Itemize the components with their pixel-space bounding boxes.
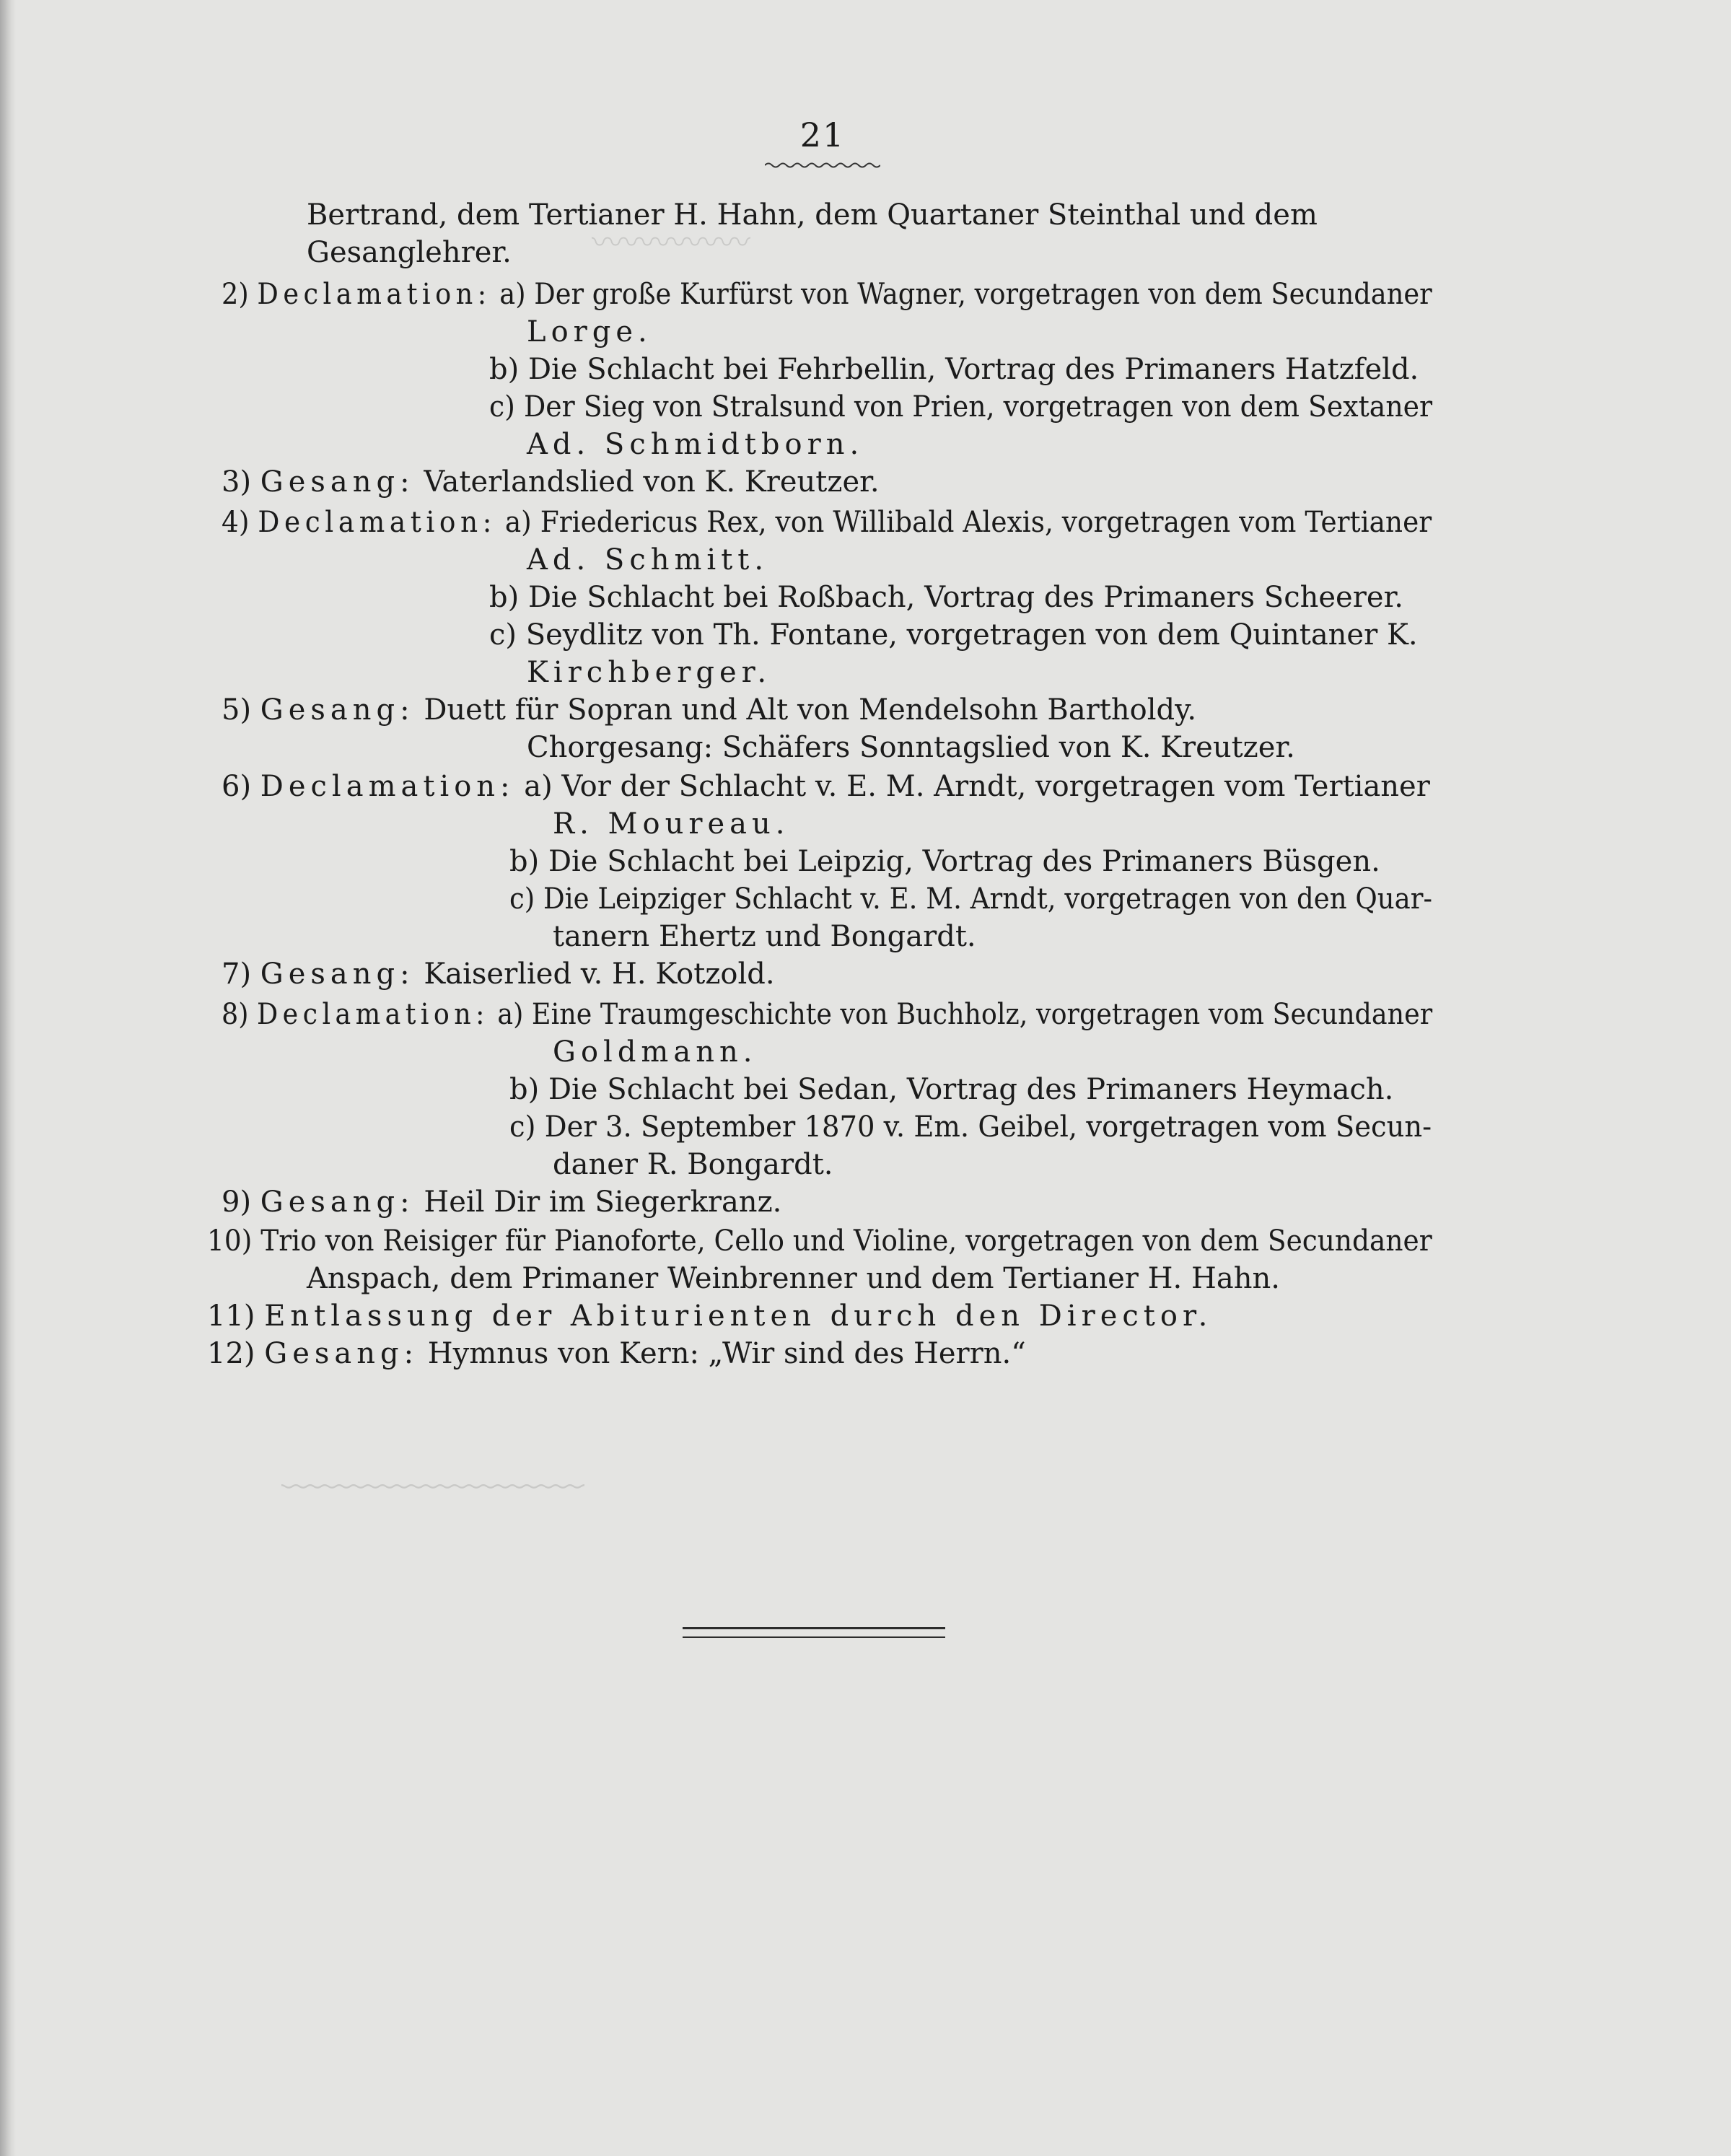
line-text: Friedericus Rex, von Willibald Alexis, vorgetragen vom Tertianer	[540, 506, 1432, 539]
text-line	[527, 729, 1295, 766]
text-line	[553, 918, 976, 955]
line-text: Die Schlacht bei Fehrbellin, Vortrag des Primaners Hatzfeld.	[527, 353, 1419, 386]
line-text: daner R. Bongardt.	[553, 1148, 833, 1181]
line-text: Vaterlandslied von K. Kreutzer.	[424, 465, 880, 499]
program-item	[222, 691, 1196, 729]
text-line	[553, 805, 789, 843]
line-text: Trio von Reisiger für Pianoforte, Cello und Violine, vorgetragen von dem Secundaner	[260, 1224, 1432, 1258]
text-line	[509, 1071, 1393, 1108]
line-text: Hymnus von Kern: „Wir sind des Herrn.“	[427, 1337, 1026, 1370]
item-label: Gesang:	[260, 465, 415, 499]
text-line	[307, 234, 512, 271]
line-text: Vor der Schlacht v. E. M. Arndt, vorgetragen vom Tertianer	[561, 770, 1430, 803]
line-text: Die Schlacht bei Leipzig, Vortrag des Primaners Büsgen.	[548, 845, 1380, 878]
program-item	[207, 1222, 1432, 1260]
text-line	[307, 196, 1318, 234]
program-item	[207, 1297, 1212, 1335]
text-line	[509, 843, 1380, 880]
text-line	[489, 579, 1403, 616]
text-line	[527, 541, 768, 579]
line-text: Die Schlacht bei Sedan, Vortrag des Primaners Heymach.	[548, 1073, 1394, 1106]
item-label: Declamation:	[258, 506, 496, 539]
item-sub: c)	[489, 390, 515, 424]
item-sub: b)	[489, 353, 520, 386]
program-item	[222, 996, 1432, 1033]
item-label: Gesang:	[260, 1186, 415, 1219]
item-label: Gesang:	[264, 1337, 419, 1370]
item-sub: b)	[509, 845, 540, 878]
line-text: Der große Kurfürst von Wagner, vorgetragen von dem Secundaner	[534, 278, 1432, 311]
item-label: Declamation:	[257, 998, 489, 1031]
program-item	[207, 1335, 1026, 1372]
text-line	[489, 388, 1432, 426]
line-text: Kirchberger.	[527, 656, 772, 689]
line-text: Die Schlacht bei Roßbach, Vortrag des Primaners Scheerer.	[527, 581, 1403, 614]
item-sub: b)	[489, 581, 520, 614]
item-number: 5)	[222, 693, 252, 727]
text-line	[489, 616, 1418, 654]
item-sub: c)	[509, 1110, 536, 1144]
item-sub: a)	[504, 506, 532, 539]
page-number: 21	[799, 115, 846, 154]
program-item	[222, 1183, 781, 1221]
line-text: Gesanglehrer.	[307, 236, 512, 269]
line-text: Kaiserlied v. H. Kotzold.	[424, 958, 775, 991]
program-item	[222, 955, 775, 993]
line-text: Die Leipziger Schlacht v. E. M. Arndt, vorgetragen von den Quar-	[543, 882, 1433, 916]
text-line	[553, 1146, 833, 1183]
item-number: 7)	[222, 958, 252, 991]
page-number-ornament	[765, 160, 880, 170]
line-text: R. Moureau.	[553, 807, 790, 841]
line-text: Ad. Schmitt.	[527, 543, 769, 577]
item-number: 6)	[222, 770, 252, 803]
item-label: Declamation:	[257, 278, 491, 311]
item-label: Gesang:	[260, 958, 415, 991]
item-number: 3)	[222, 465, 252, 499]
text-line	[307, 1260, 1280, 1297]
item-sub: c)	[509, 882, 535, 916]
program-item	[222, 768, 1430, 805]
item-sub: a)	[497, 998, 524, 1031]
text-line	[553, 1033, 757, 1071]
item-label: Declamation:	[260, 770, 515, 803]
text-line	[489, 351, 1419, 388]
line-text: Heil Dir im Siegerkranz.	[424, 1186, 782, 1219]
line-text: Der Sieg von Stralsund von Prien, vorgetragen von dem Sextaner	[523, 390, 1433, 424]
bleed-through: 〰〰〰〰〰	[592, 224, 750, 261]
item-number: 12)	[207, 1337, 255, 1370]
line-text: Anspach, dem Primaner Weinbrenner und dem Tertianer H. Hahn.	[307, 1262, 1280, 1295]
bleed-through: ﹏﹏﹏﹏﹏﹏﹏	[281, 1445, 584, 1496]
text-line	[527, 654, 771, 691]
line-text: Der 3. September 1870 v. Em. Geibel, vorgetragen vom Secun-	[544, 1110, 1432, 1144]
line-text: Goldmann.	[553, 1035, 758, 1069]
item-number: 4)	[222, 506, 250, 539]
text-line	[527, 426, 864, 463]
item-number: 8)	[222, 998, 249, 1031]
text-line	[527, 313, 652, 351]
text-line	[509, 1108, 1432, 1146]
item-number: 9)	[222, 1186, 252, 1219]
line-text: tanern Ehertz und Bongardt.	[553, 920, 976, 953]
line-text: Entlassung der Abiturienten durch den Director.	[264, 1300, 1213, 1333]
item-label: Gesang:	[260, 693, 415, 727]
line-text: Seydlitz von Th. Fontane, vorgetragen von dem Quintaner K.	[525, 618, 1418, 652]
item-number: 2)	[222, 278, 249, 311]
line-text: Lorge.	[527, 315, 652, 349]
line-text: Duett für Sopran und Alt von Mendelsohn Bartholdy.	[424, 693, 1197, 727]
program-item	[222, 504, 1432, 541]
line-text: Ad. Schmidtborn.	[527, 428, 864, 461]
item-number: 10)	[207, 1224, 253, 1258]
end-rule	[683, 1627, 945, 1638]
item-sub: c)	[489, 618, 517, 652]
item-sub: a)	[499, 278, 526, 311]
text-line	[509, 880, 1432, 918]
program-item	[222, 276, 1432, 313]
line-text: Eine Traumgeschichte von Buchholz, vorgetragen vom Secundaner	[531, 998, 1433, 1031]
item-sub: b)	[509, 1073, 540, 1106]
program-item	[222, 463, 880, 501]
line-text: Chorgesang: Schäfers Sonntagslied von K. Kreutzer.	[527, 731, 1295, 764]
item-number: 11)	[207, 1300, 255, 1333]
line-text: Bertrand, dem Tertianer H. Hahn, dem Quartaner Steinthal und dem	[307, 198, 1318, 232]
item-sub: a)	[524, 770, 553, 803]
